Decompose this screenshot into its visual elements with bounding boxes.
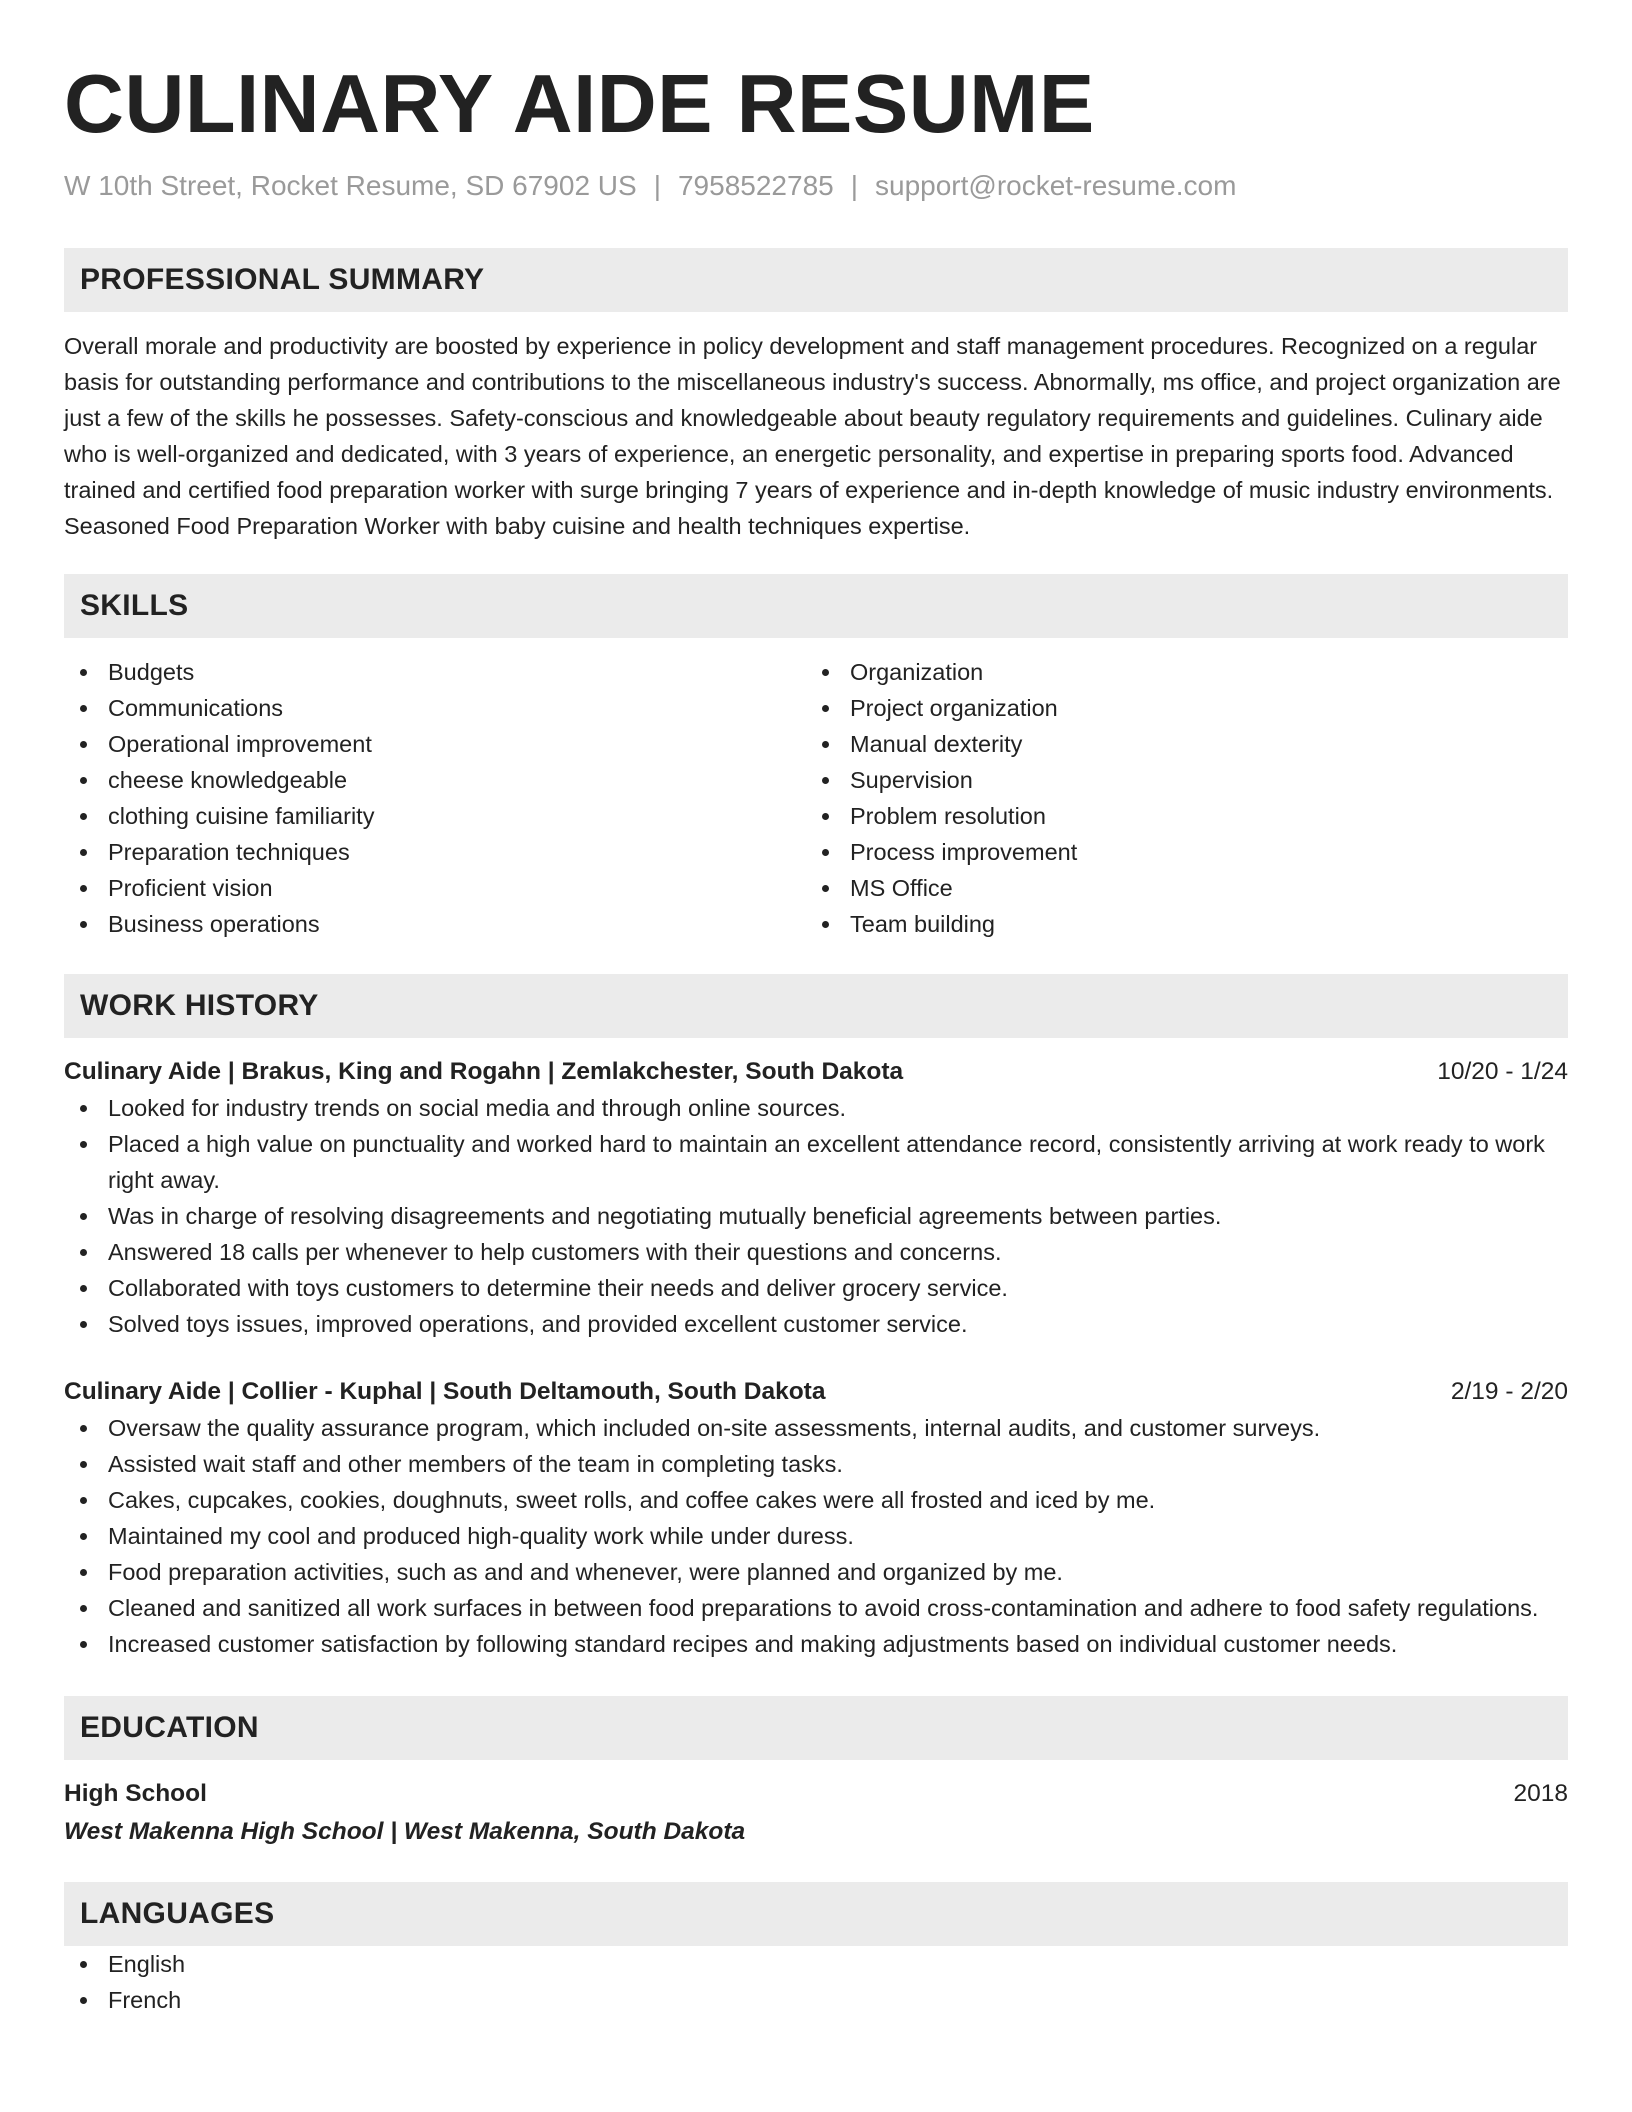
- languages-heading: LANGUAGES: [80, 1897, 275, 1930]
- job-bullets: [64, 1410, 1568, 1662]
- skill-item: cheese knowledgeable: [64, 762, 806, 798]
- job-heading: Culinary Aide | Brakus, King and Rogahn | Zemlakchester, South Dakota: [64, 1058, 904, 1085]
- job-bullet: Maintained my cool and produced high-quality work while under duress.: [64, 1518, 1568, 1554]
- summary-section-header: [64, 248, 1568, 312]
- contact-phone: 7958522785: [677, 170, 834, 201]
- work-heading: WORK HISTORY: [80, 989, 319, 1022]
- resume-title: CULINARY AIDE RESUME: [64, 57, 1095, 150]
- skill-item: Operational improvement: [64, 726, 806, 762]
- contact-separator: |: [850, 170, 858, 201]
- job-bullet: Food preparation activities, such as and and whenever, were planned and organized by me.: [64, 1554, 1568, 1590]
- job-entry: [64, 1374, 1568, 1662]
- contact-address: W 10th Street, Rocket Resume, SD 67902 US: [64, 170, 637, 201]
- education-heading: EDUCATION: [80, 1711, 259, 1744]
- job-dates: 10/20 - 1/24: [1437, 1058, 1568, 1085]
- job-bullet: Looked for industry trends on social media and through online sources.: [64, 1090, 1568, 1126]
- education-header: [64, 1776, 1568, 1812]
- job-bullets: [64, 1090, 1568, 1342]
- skill-item: Organization: [806, 654, 1548, 690]
- language-item: English: [64, 1946, 1568, 1982]
- job-bullet: Oversaw the quality assurance program, which included on-site assessments, internal audits, and customer surveys.: [64, 1410, 1568, 1446]
- education-school: West Makenna High School | West Makenna, South Dakota: [64, 1818, 746, 1845]
- skill-item: Preparation techniques: [64, 834, 806, 870]
- skill-item: Project organization: [806, 690, 1548, 726]
- job-entry: [64, 1054, 1568, 1342]
- job-dates: 2/19 - 2/20: [1450, 1378, 1568, 1405]
- job-heading: Culinary Aide | Collier - Kuphal | South Deltamouth, South Dakota: [64, 1378, 826, 1405]
- job-bullet: Cleaned and sanitized all work surfaces in between food preparations to avoid cross-contamination and adhere to food safety regulations.: [64, 1590, 1568, 1626]
- summary-heading: PROFESSIONAL SUMMARY: [80, 263, 485, 296]
- contact-line: [64, 168, 1568, 204]
- skill-item: clothing cuisine familiarity: [64, 798, 806, 834]
- contact-email: support@rocket-resume.com: [875, 170, 1237, 201]
- job-bullet: Solved toys issues, improved operations, and provided excellent customer service.: [64, 1306, 1568, 1342]
- skill-item: Process improvement: [806, 834, 1548, 870]
- skills-grid: [64, 654, 1568, 942]
- job-header: [64, 1374, 1568, 1410]
- skills-list-left: [64, 654, 806, 942]
- job-bullet: Cakes, cupcakes, cookies, doughnuts, sweet rolls, and coffee cakes were all frosted and iced by me.: [64, 1482, 1568, 1518]
- job-header: [64, 1054, 1568, 1090]
- skills-list-right: [806, 654, 1548, 942]
- job-bullet: Answered 18 calls per whenever to help customers with their questions and concerns.: [64, 1234, 1568, 1270]
- skill-item: Budgets: [64, 654, 806, 690]
- job-bullet: Assisted wait staff and other members of the team in completing tasks.: [64, 1446, 1568, 1482]
- skill-item: Proficient vision: [64, 870, 806, 906]
- skill-item: Communications: [64, 690, 806, 726]
- education-year: 2018: [1513, 1780, 1568, 1807]
- language-item: French: [64, 1982, 1568, 2018]
- contact-separator: |: [653, 170, 661, 201]
- job-bullet: Was in charge of resolving disagreements and negotiating mutually beneficial agreements between parties.: [64, 1198, 1568, 1234]
- skill-item: Problem resolution: [806, 798, 1548, 834]
- skill-item: Business operations: [64, 906, 806, 942]
- education-section-header: [64, 1696, 1568, 1760]
- skill-item: Team building: [806, 906, 1548, 942]
- skill-item: Manual dexterity: [806, 726, 1548, 762]
- job-bullet: Placed a high value on punctuality and worked hard to maintain an excellent attendance record, consistently arriving at work ready to work right away.: [64, 1126, 1568, 1198]
- languages-section-header: [64, 1882, 1568, 1946]
- languages-list: [64, 1946, 1568, 2018]
- education-degree: High School: [64, 1780, 207, 1807]
- work-section-header: [64, 974, 1568, 1038]
- skills-section-header: [64, 574, 1568, 638]
- job-bullet: Increased customer satisfaction by following standard recipes and making adjustments based on individual customer needs.: [64, 1626, 1568, 1662]
- skill-item: Supervision: [806, 762, 1548, 798]
- skills-heading: SKILLS: [80, 589, 189, 622]
- skill-item: MS Office: [806, 870, 1548, 906]
- resume-page: [64, 56, 1568, 2018]
- job-bullet: Collaborated with toys customers to determine their needs and deliver grocery service.: [64, 1270, 1568, 1306]
- summary-text: Overall morale and productivity are boosted by experience in policy development and staff management procedures. Recognized on a regular basis for outstanding performance and contributions to the miscellaneous industry's success. Abnormally, ms office, and project organization are just a few of the skills he possesses. Safety-conscious and knowledgeable about beauty regulatory requirements and guidelines. Culinary aide who is well-organized and dedicated, with 3 years of experience, an energetic personality, and expertise in preparing sports food. Advanced trained and certified food preparation worker with surge bringing 7 years of experience and in-depth knowledge of music industry environments. Seasoned Food Preparation Worker with baby cuisine and health techniques expertise.: [64, 333, 1561, 539]
